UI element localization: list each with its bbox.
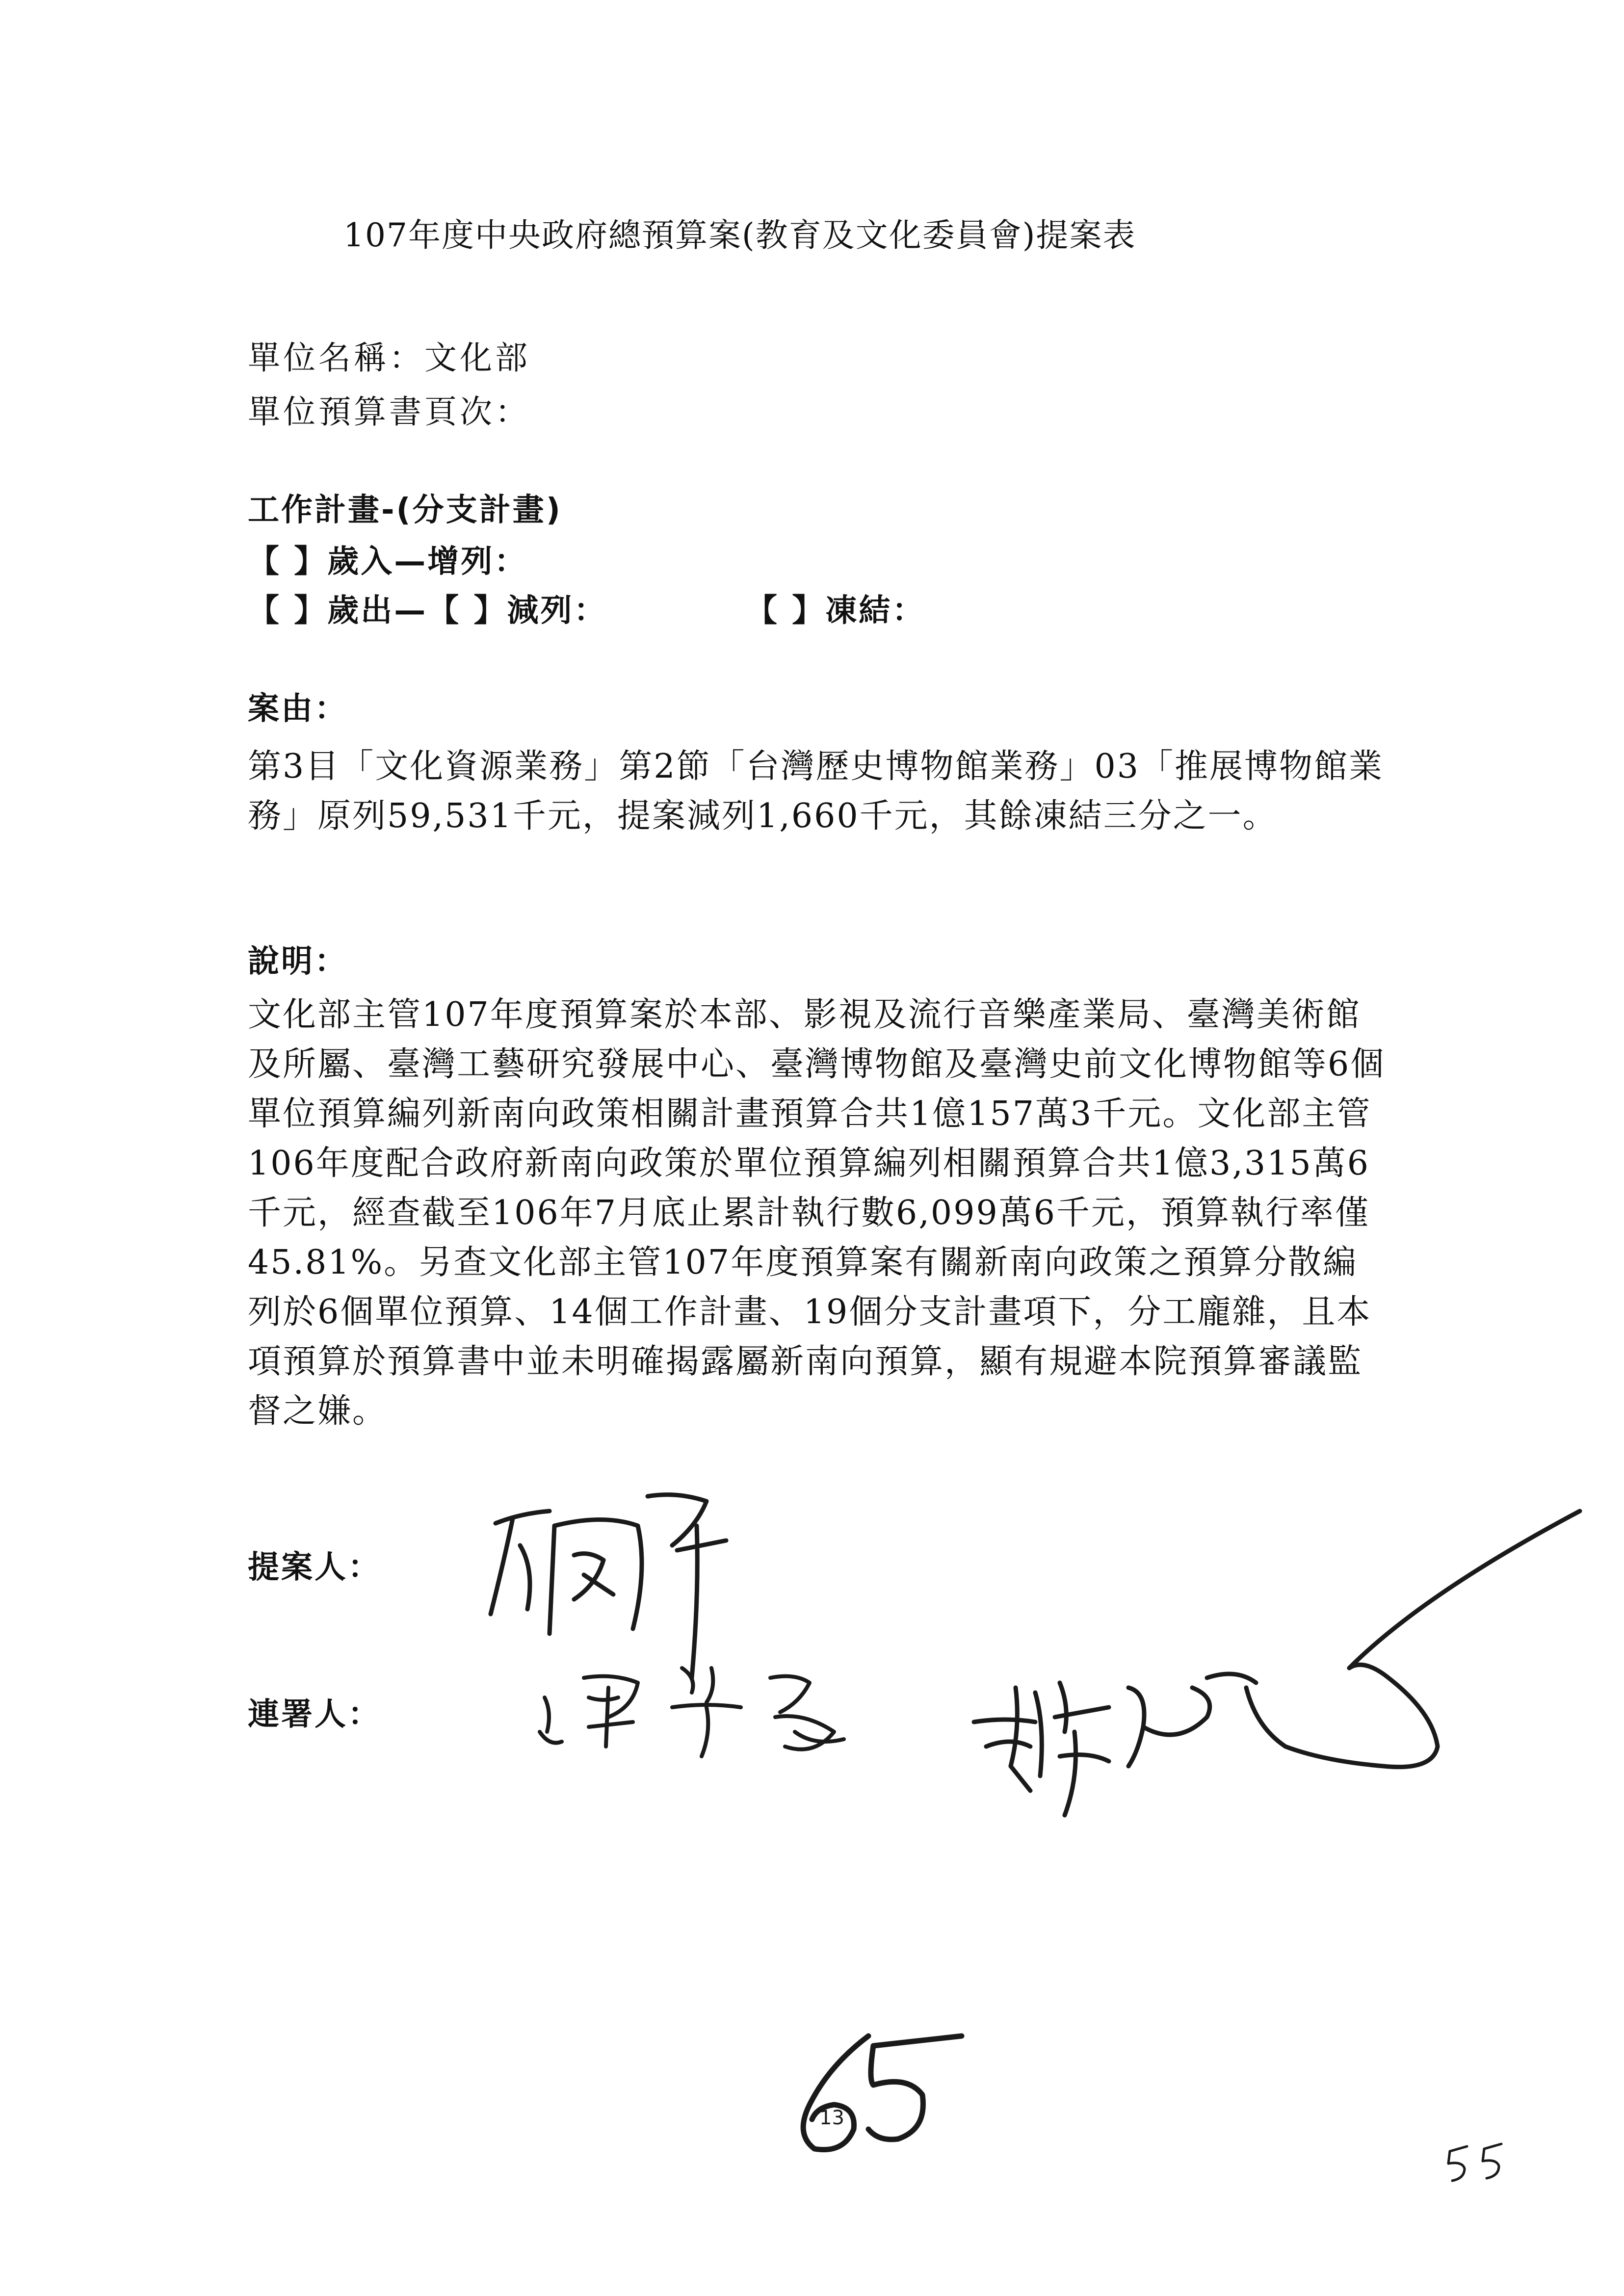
unit-name: 單位名稱：文化部 — [248, 339, 530, 377]
expenditure-line: 【 】歲出—【 】減列： — [248, 593, 607, 629]
explanation-text: 文化部主管107年度預算案於本部、影視及流行音樂產業局、臺灣美術館及所屬、臺灣工藝研究發展中心、臺灣博物館及臺灣史前文化博物館等6個單位預算編列新南向政策相關計畫預算合共1億157萬3千元。文化部主管106年度配合政府新南向政策於單位預算編列相關預算合共1億3,315萬6千元，經查截至106年7月底止累計執行數6,099萬6千元，預算執行率僅45.81%。另查文化部主管107年度預算案有關新南向政策之預算分散編列於6個單位預算、14個工作計畫、19個分支計畫項下，分工龐雜，且本項預算於預算書中並未明確揭露屬新南向預算，顯有規避本院預算審議監督之嫌。 — [248, 995, 1386, 1431]
printed-page-number: 13 — [819, 2107, 844, 2129]
reason-heading: 案由： — [248, 691, 348, 727]
page-title: 107年度中央政府總預算案(教育及文化委員會)提案表 — [343, 216, 1136, 254]
work-plan: 工作計畫-(分支計畫) — [248, 492, 563, 528]
freeze-line: 【 】凍結： — [746, 593, 926, 629]
reason-text: 第3目「文化資源業務」第2節「台灣歷史博物館業務」03「推展博物館業務」原列59,531千元，提案減列1,660千元，其餘凍結三分之一。 — [248, 747, 1384, 835]
handwritten-corner-number — [1448, 2144, 1501, 2181]
proposer-label: 提案人： — [248, 1549, 381, 1586]
cosigner-signature-2 — [974, 1511, 1580, 1815]
revenue-line: 【 】歲入—增列： — [248, 544, 528, 580]
proposer-signature — [491, 1495, 726, 1678]
cosigner-label: 連署人： — [248, 1696, 381, 1733]
budget-page: 單位預算書頁次： — [248, 393, 530, 431]
cosigner-signature-1 — [540, 1668, 844, 1756]
handwritten-page-number — [803, 2036, 962, 2150]
explanation-heading: 說明： — [248, 943, 348, 980]
